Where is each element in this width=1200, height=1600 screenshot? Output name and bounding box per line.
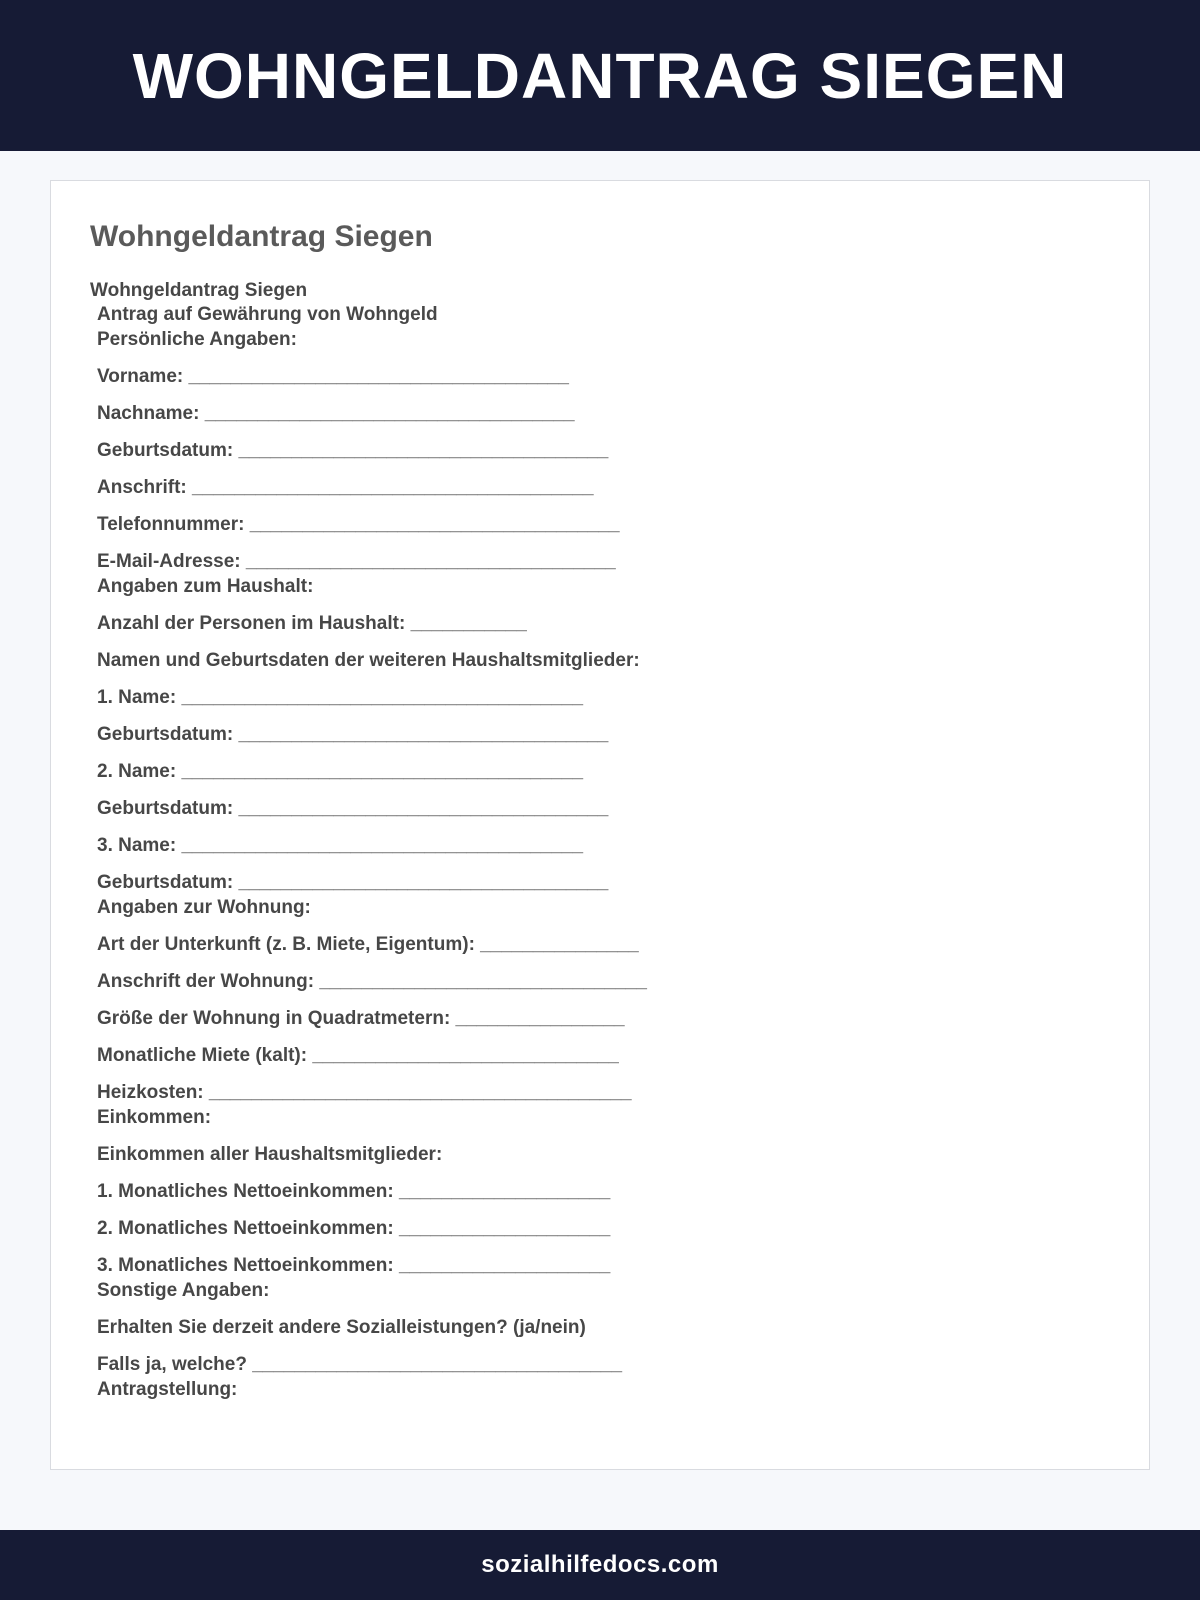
field-email[interactable]: E-Mail-Adresse: ___________________________________ <box>97 551 616 572</box>
field-net-income-2[interactable]: 2. Monatliches Nettoeinkommen: ____________________ <box>97 1218 611 1239</box>
household-income-label: Einkommen aller Haushaltsmitglieder: <box>97 1144 443 1165</box>
subtitle-line: Antrag auf Gewährung von Wohngeld <box>97 304 438 325</box>
header-title: WOHNGELDANTRAG SIEGEN <box>132 39 1068 112</box>
field-member-2-birthdate[interactable]: Geburtsdatum: ___________________________________ <box>97 798 609 819</box>
field-net-income-1[interactable]: 1. Monatliches Nettoeinkommen: ____________________ <box>97 1181 611 1202</box>
field-member-3-name[interactable]: 3. Name: ______________________________________ <box>97 835 584 856</box>
page-footer <box>0 1530 1200 1600</box>
household-members-label: Namen und Geburtsdaten der weiteren Haushaltsmitglieder: <box>97 650 640 671</box>
field-member-1-birthdate[interactable]: Geburtsdatum: ___________________________________ <box>97 724 609 745</box>
section-heading-other: Sonstige Angaben: <box>97 1280 270 1301</box>
section-heading-housing: Angaben zur Wohnung: <box>97 897 311 918</box>
section-heading-personal: Persönliche Angaben: <box>97 329 297 350</box>
field-member-1-name[interactable]: 1. Name: ______________________________________ <box>97 687 584 708</box>
field-household-count[interactable]: Anzahl der Personen im Haushalt: ___________ <box>97 613 527 634</box>
field-which-benefits[interactable]: Falls ja, welche? ___________________________________ <box>97 1354 623 1375</box>
document-card <box>50 180 1150 1470</box>
field-anschrift[interactable]: Anschrift: ______________________________________ <box>97 477 594 498</box>
field-monthly-rent[interactable]: Monatliche Miete (kalt): _____________________________ <box>97 1045 619 1066</box>
field-member-3-birthdate[interactable]: Geburtsdatum: ___________________________________ <box>97 872 609 893</box>
doc-heading-line: Wohngeldantrag Siegen <box>90 280 308 301</box>
field-accommodation-type[interactable]: Art der Unterkunft (z. B. Miete, Eigentum): _______________ <box>97 934 639 955</box>
section-heading-household: Angaben zum Haushalt: <box>97 576 314 597</box>
field-nachname[interactable]: Nachname: ___________________________________ <box>97 403 575 424</box>
footer-site-name: sozialhilfedocs.com <box>481 1551 719 1578</box>
field-geburtsdatum[interactable]: Geburtsdatum: ___________________________________ <box>97 440 609 461</box>
document-title: Wohngeldantrag Siegen <box>90 220 433 253</box>
section-heading-application: Antragstellung: <box>97 1379 238 1400</box>
field-heating-costs[interactable]: Heizkosten: ________________________________________ <box>97 1082 632 1103</box>
field-telefonnummer[interactable]: Telefonnummer: ___________________________________ <box>97 514 620 535</box>
field-net-income-3[interactable]: 3. Monatliches Nettoeinkommen: ____________________ <box>97 1255 611 1276</box>
page-header <box>0 0 1200 151</box>
social-benefits-question: Erhalten Sie derzeit andere Sozialleistungen? (ja/nein) <box>97 1317 586 1338</box>
section-heading-income: Einkommen: <box>97 1107 212 1128</box>
field-vorname[interactable]: Vorname: ____________________________________ <box>97 366 569 387</box>
field-member-2-name[interactable]: 2. Name: ______________________________________ <box>97 761 584 782</box>
field-apartment-size[interactable]: Größe der Wohnung in Quadratmetern: ________________ <box>97 1008 625 1029</box>
field-apartment-address[interactable]: Anschrift der Wohnung: _______________________________ <box>97 971 647 992</box>
